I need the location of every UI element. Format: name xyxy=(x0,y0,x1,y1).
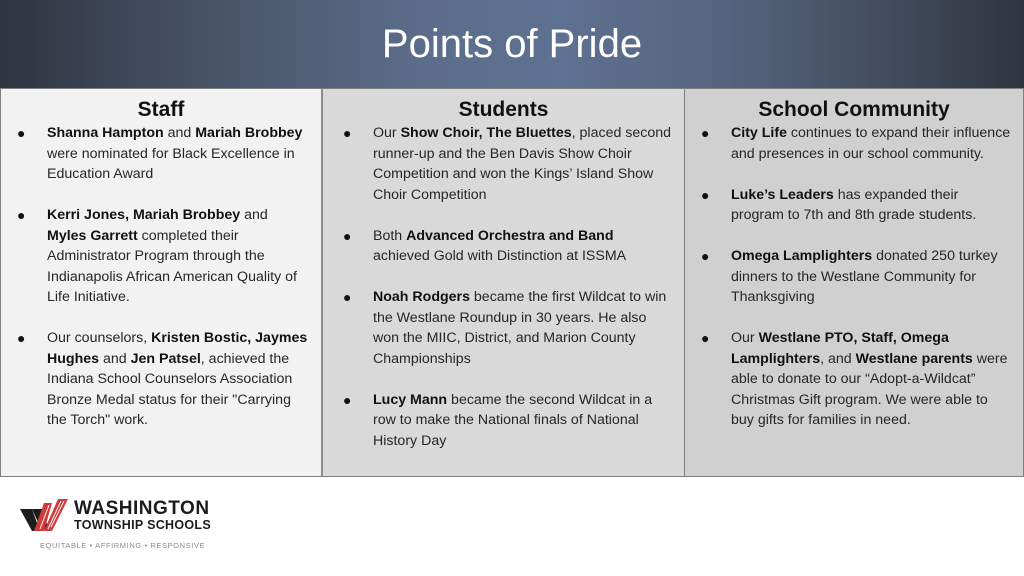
column-heading-school-community: School Community xyxy=(758,98,950,121)
item-text: has expanded their program to 7th and 8th grade students. xyxy=(731,186,977,223)
column-students xyxy=(323,89,685,476)
list-item xyxy=(17,328,309,431)
column-heading-students: Students xyxy=(458,98,549,121)
bullet-icon: ● xyxy=(343,125,352,141)
list-item xyxy=(343,123,674,205)
highlighted-name: Mariah Brobbey xyxy=(195,125,303,141)
item-text: became the second Wildcat in a row to make the National finals of National History Day xyxy=(373,391,653,449)
column-heading-staff: Staff xyxy=(137,98,185,121)
community-list xyxy=(685,123,1023,431)
list-item xyxy=(343,287,674,369)
list-item xyxy=(701,246,1013,308)
logo-name-line2: TOWNSHIP SCHOOLS xyxy=(74,518,211,532)
highlighted-name: Omega Lamplighters xyxy=(731,248,873,264)
logo-name-line1: WASHINGTON xyxy=(74,498,210,519)
item-text: Our counselors, xyxy=(47,330,152,346)
highlighted-name: Lucy Mann xyxy=(373,391,448,408)
w-logo-icon xyxy=(18,497,72,535)
item-text: and xyxy=(163,125,196,141)
item-text: were able to donate to our “Adopt-a-Wildcat” Christmas Gift program. We were able to buy gifts for families in need. xyxy=(731,350,1008,428)
bullet-icon: ● xyxy=(343,391,352,408)
bullet-icon: ● xyxy=(701,330,710,346)
list-item xyxy=(343,390,674,452)
item-text: Our xyxy=(373,125,401,141)
title-banner xyxy=(0,0,1024,88)
item-text: and xyxy=(99,350,131,367)
highlighted-name: Myles Garrett xyxy=(47,227,138,244)
highlighted-name: Jen Patsel xyxy=(130,350,201,367)
item-text: Our xyxy=(731,330,759,346)
item-text: Both xyxy=(373,227,407,244)
item-text: continues to expand their influence and presences in our school community. xyxy=(731,125,1011,162)
list-item xyxy=(701,123,1013,164)
highlighted-name: City Life xyxy=(731,125,787,141)
washington-township-logo xyxy=(18,497,238,557)
item-text: , placed second runner-up and the Ben Davis Show Choir Competition and won the Kings’ Island Show Choir Competition xyxy=(373,125,672,203)
highlighted-name: Westlane PTO, Staff, Omega Lamplighters xyxy=(731,330,949,367)
bullet-icon: ● xyxy=(343,227,352,244)
list-item xyxy=(343,226,674,267)
highlighted-name: Noah Rodgers xyxy=(373,289,470,305)
highlighted-name: Luke’s Leaders xyxy=(731,186,834,203)
item-text: were nominated for Black Excellence in Education Award xyxy=(47,145,295,182)
bullet-icon: ● xyxy=(17,207,26,223)
highlighted-name: Westlane parents xyxy=(855,350,973,367)
bullet-icon: ● xyxy=(701,125,710,141)
item-text: completed their Administrator Program through the Indianapolis African American Quality of Life Initiative. xyxy=(47,227,297,305)
list-item xyxy=(701,328,1013,431)
students-list xyxy=(323,123,684,451)
highlighted-name: Kristen Bostic, Jaymes Hughes xyxy=(47,330,308,367)
highlighted-name: Shanna Hampton xyxy=(47,125,164,141)
slide-title: Points of Pride xyxy=(381,21,643,66)
list-item xyxy=(701,185,1013,226)
highlighted-name: Show Choir, The Bluettes xyxy=(400,125,572,141)
item-text: , and xyxy=(820,350,856,367)
item-text: and xyxy=(240,207,268,223)
bullet-icon: ● xyxy=(17,125,26,141)
list-item xyxy=(17,205,309,308)
item-text: , achieved the Indiana School Counselors Association Bronze Medal status for their "Carrying the Torch" work. xyxy=(47,350,293,428)
staff-list xyxy=(1,123,321,431)
list-item xyxy=(17,123,309,185)
bullet-icon: ● xyxy=(343,289,352,305)
points-table xyxy=(0,88,1024,477)
highlighted-name: Kerri Jones, Mariah Brobbey xyxy=(47,207,241,223)
column-school-community xyxy=(685,89,1023,476)
bullet-icon: ● xyxy=(701,248,710,264)
item-text: achieved Gold with Distinction at ISSMA xyxy=(373,248,627,264)
item-text: donated 250 turkey dinners to the Westlane Community for Thanksgiving xyxy=(731,248,998,305)
highlighted-name: Advanced Orchestra and Band xyxy=(406,227,614,244)
bullet-icon: ● xyxy=(17,330,26,346)
bullet-icon: ● xyxy=(701,186,710,203)
item-text: became the first Wildcat to win the Westlane Roundup in 30 years. He also won the MIIC, District, and Marion County Championships xyxy=(373,289,667,367)
logo-tagline: EQUITABLE • AFFIRMING • RESPONSIVE xyxy=(40,541,206,550)
column-staff xyxy=(1,89,323,476)
